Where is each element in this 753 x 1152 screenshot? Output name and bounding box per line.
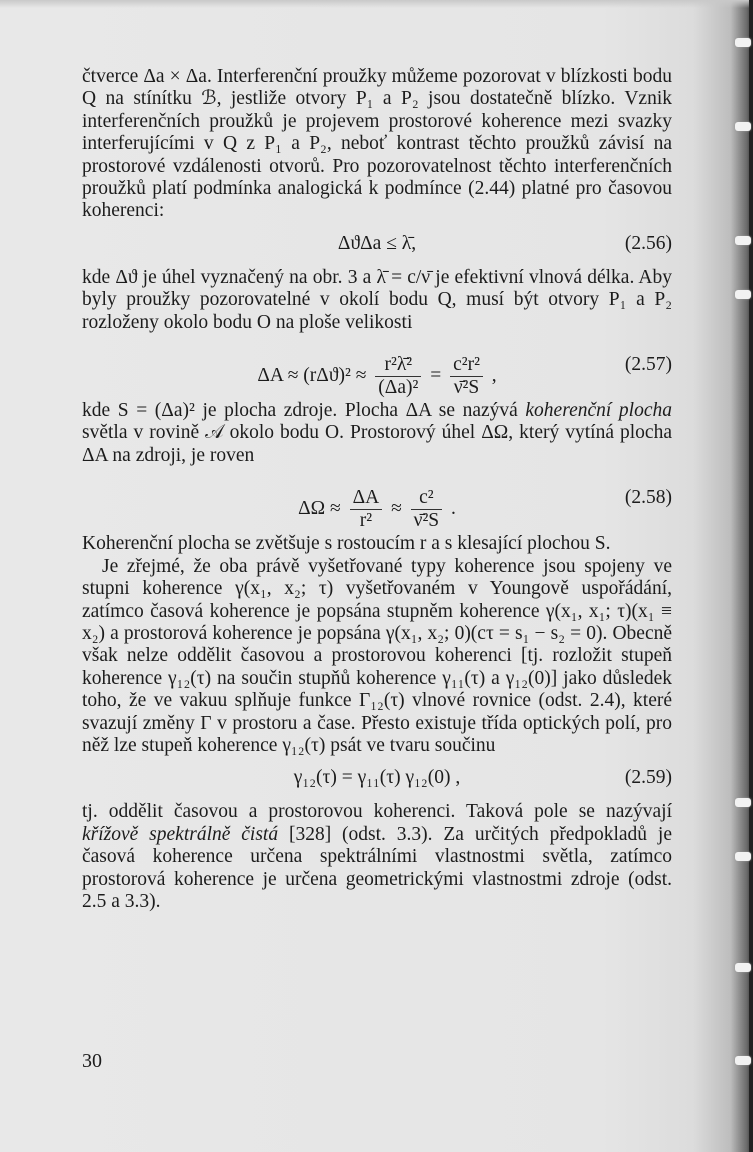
equation-2-58 bbox=[82, 467, 672, 533]
fraction-numerator: ΔA bbox=[352, 487, 380, 509]
fraction-numerator: r²λ̄² bbox=[384, 354, 413, 376]
paragraph-1: čtverce Δa × Δa. Interferenční proužky můžeme pozorovat v blízkosti bodu Q na stínítku ℬ, jestliže otvory P₁ a P₂ jsou dostatečně blízko. Vznik interferenčních proužků je projevem prostorové koherence mezi svazky interferujícími v Q z P₁ a P₂, neboť kontrast těchto proužků závisí na prostorové vzdálenosti otvorů. Pro pozorovatelnost těchto interferenčních proužků platí podmínka analogická k podmínce (2.44) platné pro časovou koherenci: bbox=[82, 66, 672, 222]
fraction-numerator: c²r² bbox=[453, 354, 480, 376]
page-number: 30 bbox=[82, 1050, 102, 1072]
book-spine-edge bbox=[749, 0, 753, 1152]
paragraph-2: kde Δϑ je úhel vyznačený na obr. 3 a λ̄ = c/ν̄ je efektivní vlnová délka. Aby byly proužky pozorovatelné v okolí bodu Q, musí být otvory P₁ a P₂ rozloženy okolo bodu O na ploše velikosti bbox=[82, 266, 672, 333]
page-body bbox=[82, 66, 672, 913]
paragraph-5: Je zřejmé, že oba právě vyšetřované typy koherence jsou spojeny ve stupni koherence γ(x₁, x₂; τ) vyšetřovaném v Youngově uspořádání, zatímco časová koherence je popsána stupněm koherence γ(x₁, x₁; τ)(x₁ ≡ x₂) a prostorová koherence je popsána γ(x₁, x₂; 0)(cτ = s₁ − s₂ = 0). Obecně však nelze oddělit časovou a prostorovou koherenci [tj. rozložit stupeň koherence γ₁₂(τ) na součin stupňů koherence γ₁₁(τ) a γ₁₂(0)] jako důsledek toho, že ve vakuu splňuje funkce Γ₁₂(τ) vlnové rovnice (odst. 2.4), které svazují změny Γ v prostoru a čase. Přesto existuje třída optických polí, pro něž lze stupeň koherence γ₁₂(τ) psát ve tvaru součinu bbox=[82, 555, 672, 756]
equation-operator: = bbox=[430, 365, 442, 387]
equation-2-57 bbox=[82, 334, 672, 400]
text-run: kde S = (Δa)² je plocha zdroje. Plocha ΔA se nazývá bbox=[82, 400, 526, 422]
equation-number: (2.56) bbox=[624, 232, 672, 254]
equation-2-56 bbox=[82, 223, 672, 267]
binding-tab bbox=[735, 1056, 751, 1065]
paragraph-6 bbox=[82, 801, 672, 913]
binding-tab bbox=[735, 290, 751, 299]
equation-number: (2.59) bbox=[624, 767, 672, 789]
fraction bbox=[350, 487, 383, 532]
fraction-denominator: ν̄²S bbox=[411, 509, 443, 532]
binding-tab bbox=[735, 852, 751, 861]
fraction-numerator: c² bbox=[419, 487, 434, 509]
emphasis-term: koherenční plocha bbox=[525, 400, 672, 422]
equation-operator: ≈ bbox=[391, 498, 402, 520]
binding-tab bbox=[735, 963, 751, 972]
equation-lhs: ΔA ≈ (rΔϑ)² ≈ bbox=[257, 365, 367, 387]
equation-number: (2.57) bbox=[624, 354, 672, 376]
text-run: světla v rovině 𝒜 okolo bodu O. Prostorový úhel ΔΩ, který vytíná plocha ΔA na zdroji, je roven bbox=[82, 422, 672, 466]
fraction-denominator: r² bbox=[350, 509, 383, 532]
binding-tab bbox=[735, 236, 751, 245]
fraction-denominator: (Δa)² bbox=[375, 376, 421, 399]
fraction bbox=[411, 487, 443, 532]
emphasis-term: křížově spektrálně čistá bbox=[82, 823, 279, 845]
paragraph-3 bbox=[82, 400, 672, 467]
equation-lhs: ΔΩ ≈ bbox=[298, 498, 341, 520]
page-top-shadow bbox=[0, 0, 753, 8]
fraction-denominator: ν̄²S bbox=[450, 376, 483, 399]
text-run: [328] (odst. 3.3). Za určitých předpokladů je časová koherence určena spektrálními vlastnostmi světla, zatímco prostorová koherence je určena geometrickými vlastnostmi zdroje (odst. 2.5 a 3.3). bbox=[82, 823, 672, 912]
equation-tail: . bbox=[451, 498, 456, 520]
paragraph-4: Koherenční plocha se zvětšuje s rostoucím r a s klesající plochou S. bbox=[82, 533, 611, 555]
equation-body: ΔϑΔa ≤ λ̄, bbox=[337, 232, 417, 254]
text-run: tj. oddělit časovou a prostorovou koherenci. Taková pole se nazývají bbox=[82, 801, 672, 823]
equation-tail: , bbox=[491, 365, 497, 387]
binding-tab bbox=[735, 122, 751, 131]
binding-tab bbox=[735, 38, 751, 47]
binding-tab bbox=[735, 798, 751, 807]
fraction bbox=[450, 354, 483, 399]
equation-2-59 bbox=[82, 757, 672, 801]
equation-body bbox=[82, 354, 672, 399]
equation-body bbox=[82, 487, 672, 532]
equation-body: γ₁₂(τ) = γ₁₁(τ) γ₁₂(0) , bbox=[293, 767, 461, 789]
equation-number: (2.58) bbox=[624, 487, 672, 509]
fraction bbox=[375, 354, 421, 399]
